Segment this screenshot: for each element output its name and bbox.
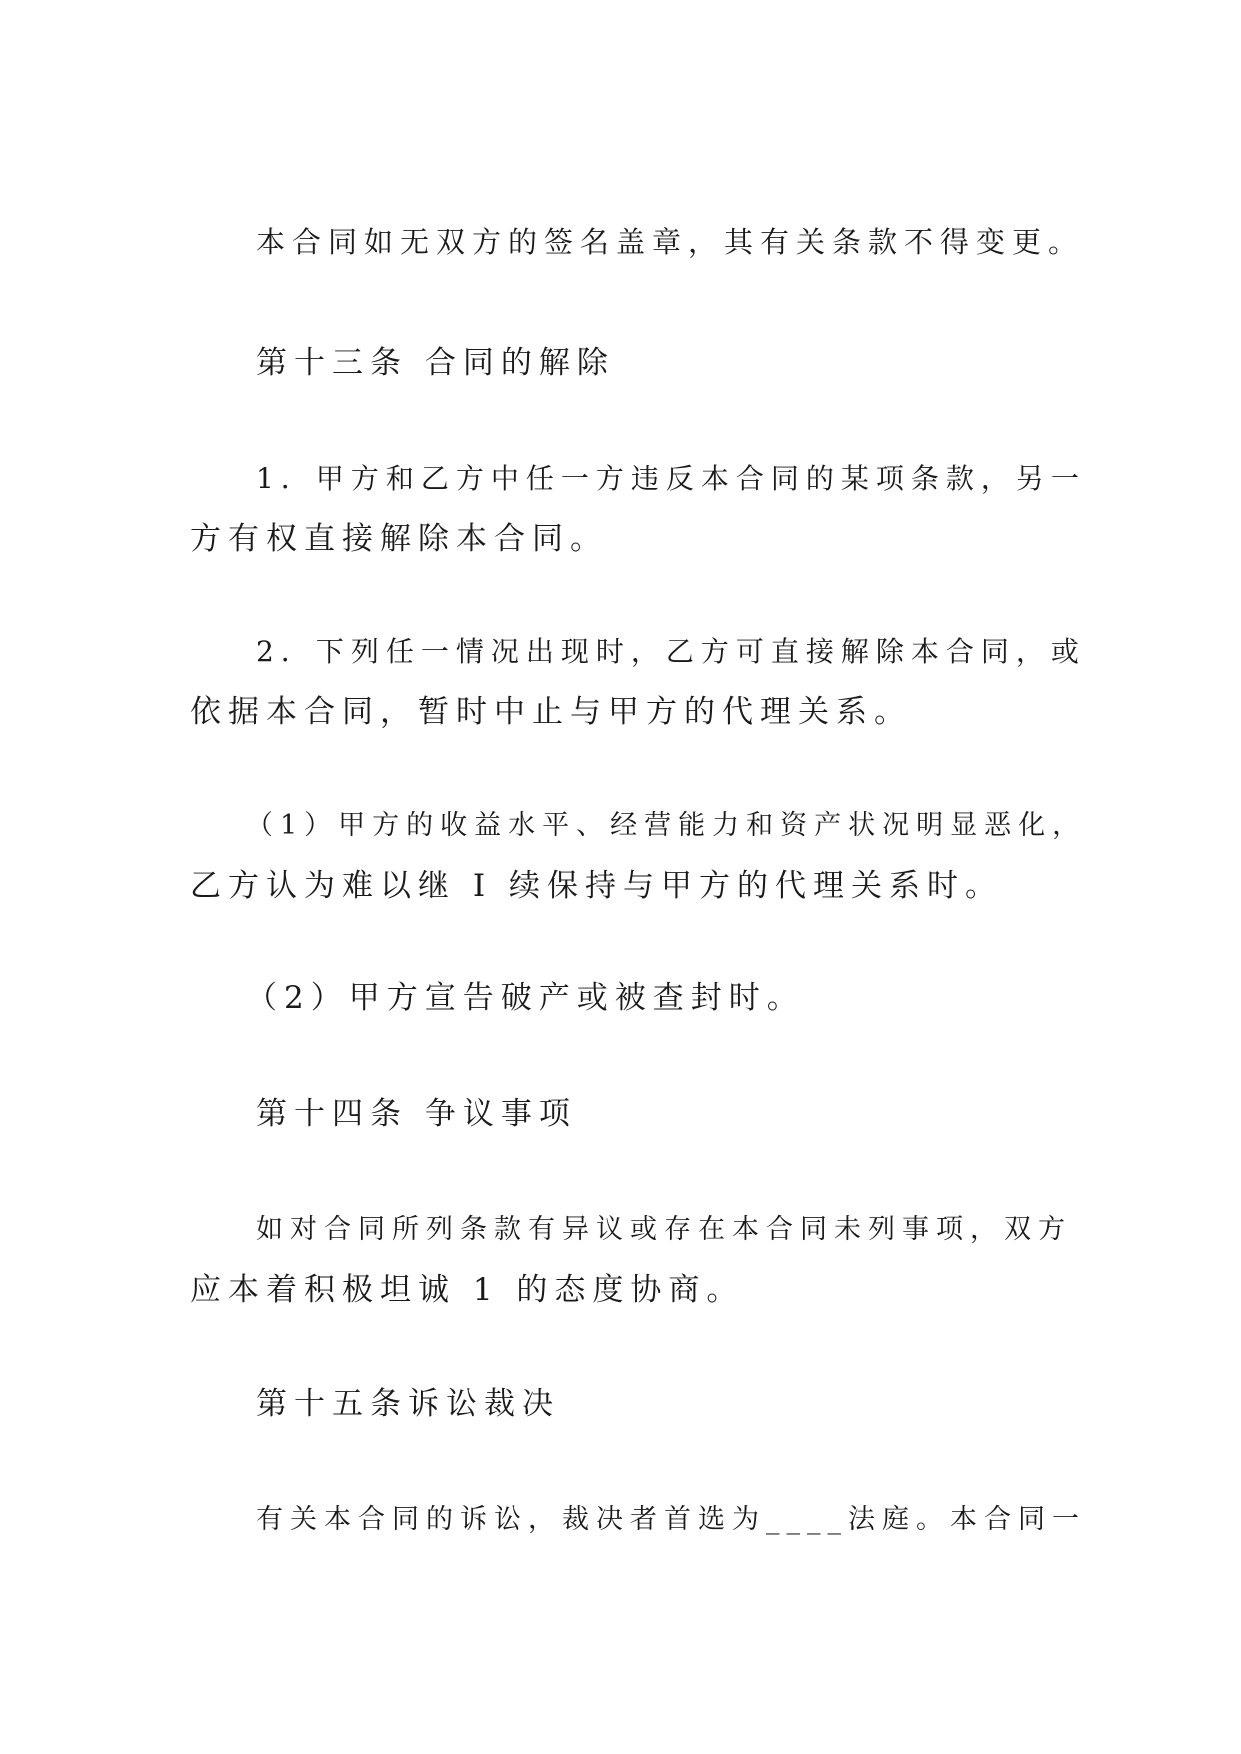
paragraph-line: 应本着积极坦诚 1 的态度协商。	[190, 1272, 745, 1308]
paragraph-line: 2．下列任一情况出现时，乙方可直接解除本合同，或	[256, 635, 1086, 668]
paragraph-line: 乙方认为难以继 I 续保持与甲方的代理关系时。	[190, 868, 1003, 904]
article-heading: 第十四条 争议事项	[256, 1096, 577, 1132]
paragraph-line: 如对合同所列条款有异议或存在本合同未列事项，双方	[256, 1214, 1072, 1245]
paragraph-line: 依据本合同，暂时中止与甲方的代理关系。	[190, 694, 912, 730]
paragraph-line: （2）甲方宣告破产或被查封时。	[246, 980, 805, 1016]
article-heading: 第十三条 合同的解除	[256, 345, 615, 381]
paragraph-line: 1．甲方和乙方中任一方违反本合同的某项条款，另一	[256, 462, 1086, 495]
paragraph-line: 有关本合同的诉讼，裁决者首选为____法庭。本合同一	[256, 1504, 1086, 1535]
paragraph-line: 本合同如无双方的签名盖章，其有关条款不得变更。	[256, 225, 1085, 259]
article-heading: 第十五条诉讼裁决	[256, 1386, 560, 1422]
paragraph-line: 方有权直接解除本合同。	[190, 521, 608, 557]
paragraph-line: （1）甲方的收益水平、经营能力和资产状况明显恶化，	[246, 810, 1087, 841]
